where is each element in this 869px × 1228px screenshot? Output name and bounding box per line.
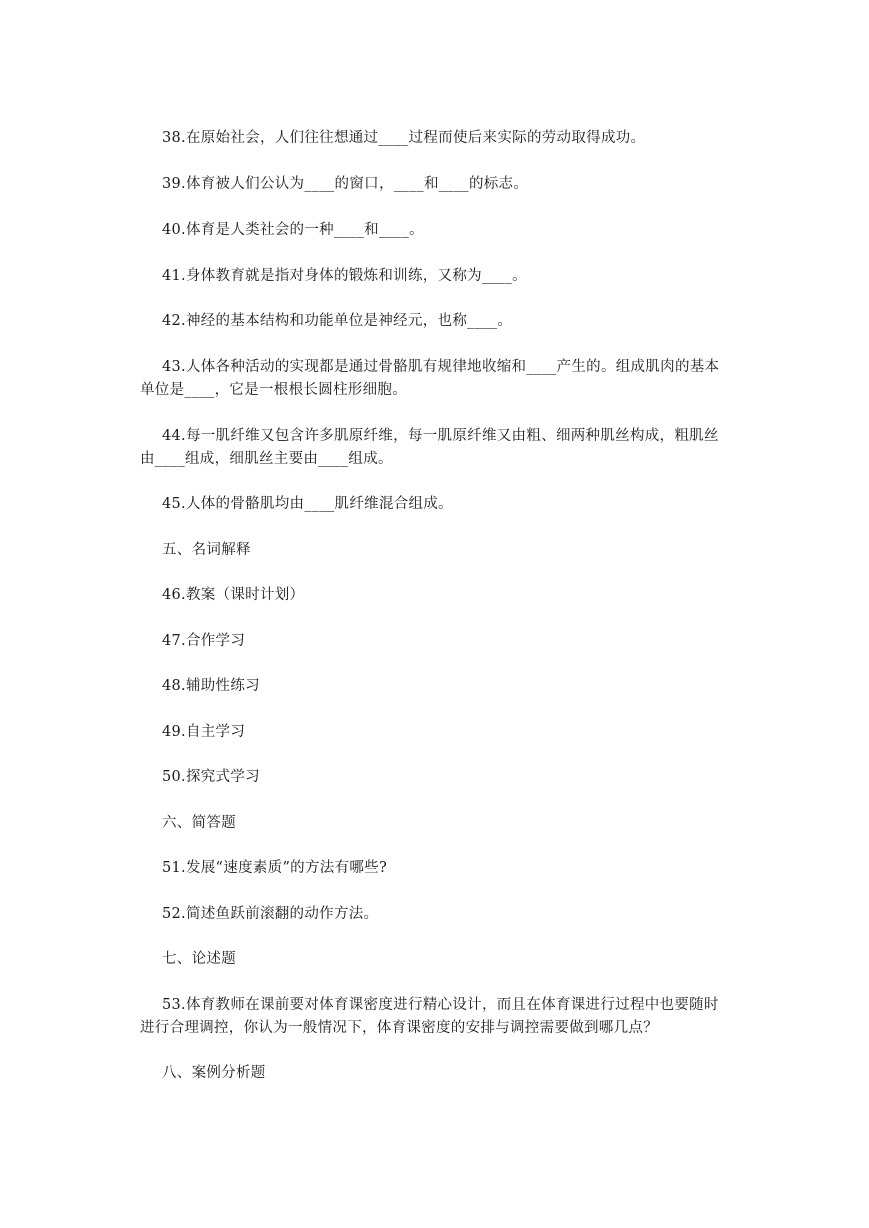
question-50: 50.探究式学习 <box>162 769 260 785</box>
question-43-line-2: 单位是____，它是一根根长圆柱形细胞。 <box>140 382 407 398</box>
question-40: 40.体育是人类社会的一种____和____。 <box>162 222 424 238</box>
section-heading-6: 六、简答题 <box>162 815 236 831</box>
question-53-line-2: 进行合理调控，你认为一般情况下，体育课密度的安排与调控需要做到哪几点？ <box>140 1020 658 1036</box>
question-45: 45.人体的骨骼肌均由____肌纤维混合组成。 <box>162 496 453 512</box>
section-heading-8: 八、案例分析题 <box>162 1065 266 1081</box>
question-42: 42.神经的基本结构和功能单位是神经元，也称____。 <box>162 313 513 329</box>
question-51: 51.发展“速度素质”的方法有哪些? <box>162 860 388 876</box>
question-47: 47.合作学习 <box>162 633 246 649</box>
section-heading-5: 五、名词解释 <box>162 542 251 558</box>
question-39: 39.体育被人们公认为____的窗口，____和____的标志。 <box>162 176 529 192</box>
section-heading-7: 七、论述题 <box>162 951 236 967</box>
question-38: 38.在原始社会，人们往往想通过____过程而使后来实际的劳动取得成功。 <box>162 130 646 146</box>
question-53-line-1: 53.体育教师在课前要对体育课密度进行精心设计，而且在体育课进行过程中也要随时 <box>162 997 719 1013</box>
question-41: 41.身体教育就是指对身体的锻炼和训练，又称为____。 <box>162 268 527 284</box>
question-48: 48.辅助性练习 <box>162 678 260 694</box>
question-44-line-1: 44.每一肌纤维又包含许多肌原纤维，每一肌原纤维又由粗、细两种肌丝构成，粗肌丝 <box>162 428 719 444</box>
question-43-line-1: 43.人体各种活动的实现都是通过骨骼肌有规律地收缩和____产生的。组成肌肉的基本 <box>162 359 720 375</box>
question-52: 52.简述鱼跃前滚翻的动作方法。 <box>162 906 379 922</box>
question-49: 49.自主学习 <box>162 724 246 740</box>
question-44-line-2: 由____组成，细肌丝主要由____组成。 <box>140 451 393 467</box>
question-46: 46.教案（课时计划） <box>162 587 305 603</box>
